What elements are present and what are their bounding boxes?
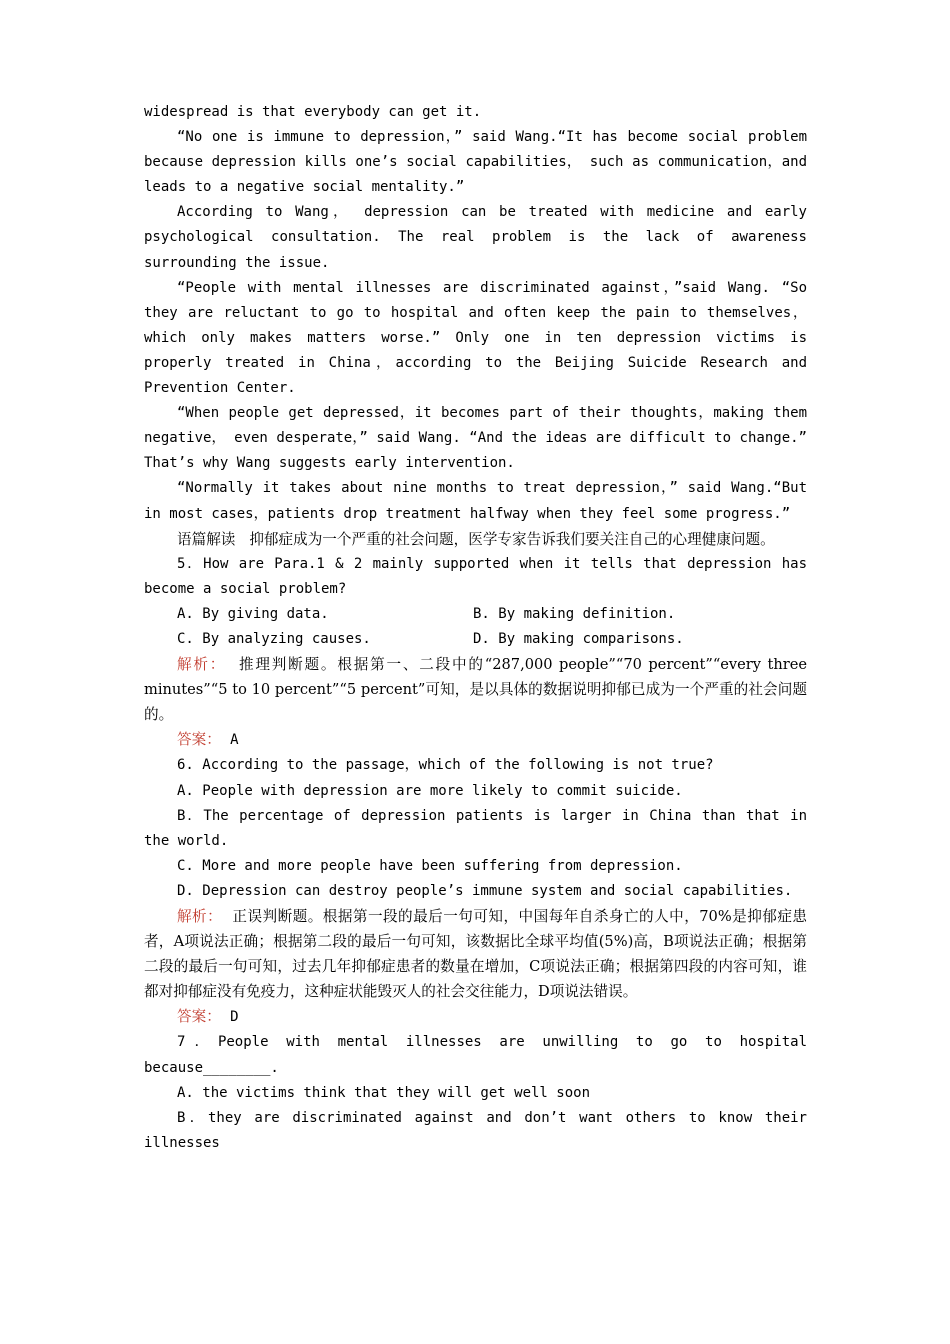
question-6-answer-label: 答案： (177, 1008, 221, 1026)
document-page (144, 100, 807, 1156)
question-5-option-d: D. By making comparisons. (473, 630, 684, 647)
question-6-option-b: B．The percentage of depression patients is larger in China than that in the world. (144, 807, 807, 849)
passage-paragraph-1: “No one is immune to depression，” said Wang.“It has become social problem because depression kills one’s social capabilities， such as communication，and leads to a negative social mentality.” (144, 129, 807, 196)
question-5-options-row-1 (144, 602, 807, 627)
question-6-option-d: D. Depression can destroy people’s immune system and social capabilities. (177, 882, 793, 899)
question-6-answer (144, 1004, 807, 1030)
reading-summary-label: 语篇解读 (177, 530, 236, 548)
question-6-analysis (144, 904, 807, 1004)
question-5-option-a: A. By giving data. (177, 605, 329, 622)
question-5-analysis-text: 推理判断题。根据第一、二段中的“287,000 people”“70 percent”“every three minutes”“5 to 10 percent”“5 percent”可知，是以具体的数据说明抑郁已成为一个严重的社会问题的。 (144, 656, 807, 724)
question-5-options-row-2 (144, 627, 807, 652)
question-6-analysis-label: 解析： (177, 908, 223, 925)
question-7-stem: 7．People with mental illnesses are unwilling to go to hospital because________. (144, 1034, 807, 1076)
question-6-answer-value: D (230, 1009, 239, 1026)
passage-paragraph-0: widespread is that everybody can get it. (144, 104, 482, 120)
passage-paragraph-3: “People with mental illnesses are discriminated against，”said Wang. “So they are reluctant to go to hospital and often keep the pain to themselves， which only makes matters worse.” Only one in ten depression victims is properly treated in China，according to the Beijing Suicide Research and Prevention Center. (144, 279, 807, 397)
question-5-analysis (144, 652, 807, 727)
passage-paragraph-2: According to Wang， depression can be treated with medicine and early psychological consultation. The real problem is the lack of awareness surrounding the issue. (144, 204, 807, 271)
question-6-option-c: C. More and more people have been suffering from depression. (177, 857, 683, 874)
question-7-option-a: A. the victims think that they will get well soon (177, 1084, 591, 1101)
reading-summary (144, 527, 807, 552)
question-5-analysis-label: 解析： (177, 656, 227, 674)
question-5-answer-label: 答案： (177, 731, 221, 749)
passage-paragraph-4: “When people get depressed，it becomes part of their thoughts，making them negative， even desperate，” said Wang. “And the ideas are difficult to change.” That’s why Wang suggests early intervention. (144, 405, 807, 472)
passage-paragraph-5: “Normally it takes about nine months to treat depression，” said Wang.“But in most cases，patients drop treatment halfway when they feel some progress.” (144, 480, 807, 522)
question-5-option-b: B. By making definition. (473, 605, 676, 622)
question-7-option-b: B．they are discriminated against and don’t want others to know their illnesses (144, 1109, 807, 1151)
question-5-option-c: C. By analyzing causes. (177, 630, 371, 647)
question-5-answer-value: A (230, 732, 239, 749)
question-6-analysis-text: 正误判断题。根据第一段的最后一句可知，中国每年自杀身亡的人中，70%是抑郁症患者，A项说法正确；根据第二段的最后一句可知，该数据比全球平均值(5%)高，B项说法正确；根据第二段的最后一句可知，过去几年抑郁症患者的数量在增加，C项说法正确；根据第四段的内容可知，谁都对抑郁症没有免疫力，这种症状能毁灭人的社会交往能力，D项说法错误。 (144, 908, 807, 1001)
question-5-answer (144, 727, 807, 753)
question-6-option-a: A. People with depression are more likely to commit suicide. (177, 782, 683, 799)
reading-summary-text: 抑郁症成为一个严重的社会问题，医学专家告诉我们要关注自己的心理健康问题。 (249, 530, 775, 548)
question-5-stem: 5．How are Para.1 & 2 mainly supported when it tells that depression has become a social problem? (144, 555, 807, 597)
question-6-stem: 6. According to the passage，which of the following is not true? (177, 757, 714, 774)
